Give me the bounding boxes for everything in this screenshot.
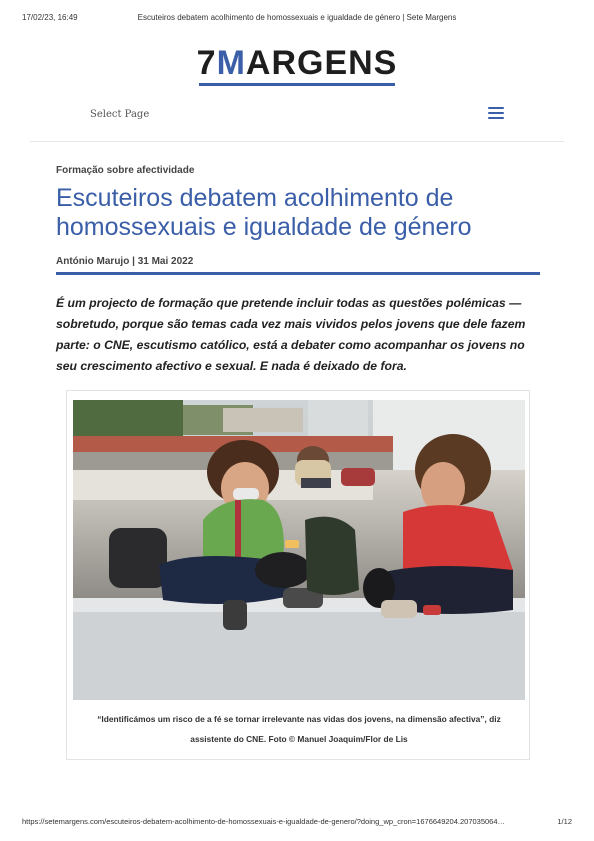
hamburger-menu-icon[interactable] [488,107,504,121]
site-logo[interactable] [0,46,594,80]
print-datetime: 17/02/23, 16:49 [22,13,78,22]
logo-wordmark[interactable] [197,46,398,80]
article-byline [56,256,193,267]
article-category[interactable]: Formação sobre afectividade [56,165,195,176]
print-footer [22,817,572,829]
article-photo [73,400,525,700]
nav-divider [30,141,564,142]
byline-separator: | [129,256,138,267]
print-url: https://setemargens.com/escuteiros-debatem-acolhimento-de-homossexuais-e-igualdade-de-genero/?doing_wp_cron=1676649204.207035064… [22,817,506,826]
logo-underline [199,83,396,86]
article-lead: É um projecto de formação que pretende incluir todas as questões polémicas — sobretudo, porque são temas cada vez mais vividos pelos jovens que dele fazem parte: o CNE, escutismo católico, está a debater como acompanhar os jovens no seu crescimento afectivo e sexual. E nada é deixado de fora. [56,296,526,373]
logo-m: M [216,44,246,82]
article-author[interactable]: António Marujo [56,256,130,267]
logo-argens: ARGENS [245,44,398,82]
figure-caption: “Identificámos um risco de a fé se tornar irrelevante nas vidas dos jovens, na dimensão afectiva”, diz assistente do CNE. Foto © Manuel Joaquim/Flor de Lis [97,714,501,744]
article-date: 31 Mai 2022 [137,256,194,267]
logo-seven: 7 [196,44,217,82]
article-figure [66,390,530,760]
byline-rule [56,272,540,275]
article-title: Escuteiros debatem acolhimento de homossexuais e igualdade de género [56,184,472,241]
select-page-label[interactable]: Select Page [90,109,150,120]
print-page-title: Escuteiros debatem acolhimento de homossexuais e igualdade de género | Sete Margens [137,13,457,22]
main-nav [90,104,504,126]
print-header [22,13,572,25]
print-page-number: 1/12 [557,817,572,826]
